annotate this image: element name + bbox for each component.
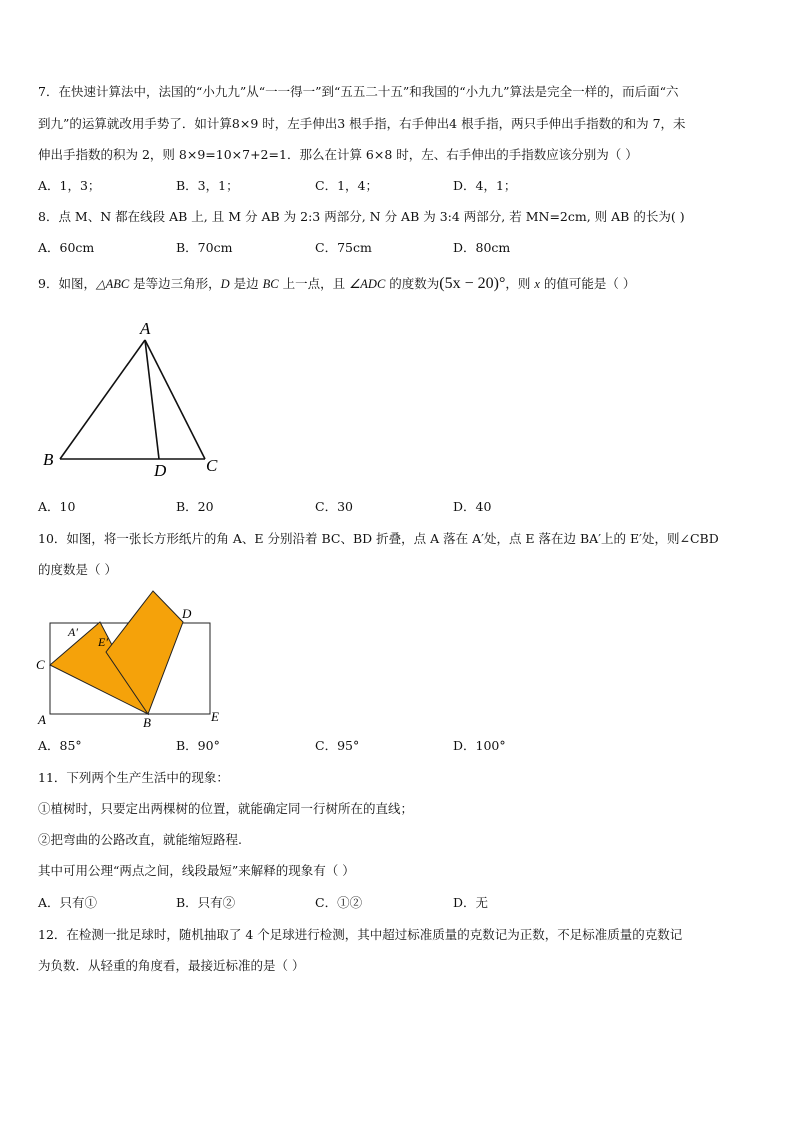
q9-prefix: 9．如图， (38, 276, 96, 291)
q9-text-2: 是边 (229, 276, 263, 291)
q9-option-c: C．30 (315, 499, 353, 514)
q11-option-c: C．①② (315, 895, 363, 910)
q9-triangle-figure (40, 318, 240, 483)
label-b: B (143, 715, 151, 730)
q11-item-1: ①植树时，只要定出两棵树的位置，就能确定同一行树所在的直线； (38, 801, 414, 816)
q8-stem: 8．点 M、N 都在线段 AB 上, 且 M 分 AB 为 2:3 两部分, N 分 AB 为 3:4 两部分, 若 MN=2cm, 则 AB 的长为( ) (38, 209, 685, 224)
q12-stem-line-2: 为负数．从轻重的角度看，最接近标准的是（ ） (38, 958, 305, 973)
q9-variable: x (534, 277, 540, 291)
q9-text-4: 的度数为 (385, 276, 440, 291)
label-c: C (36, 657, 45, 672)
segment-ad (145, 340, 159, 459)
q9-text-1: 是等边三角形， (129, 276, 221, 291)
q10-stem-line-1: 10．如图，将一张长方形纸片的角 A、E 分别沿着 BC、BD 折叠，点 A 落在 A′处，点 E 落在边 BA′上的 E′处，则∠CBD (38, 531, 719, 546)
q11-item-2: ②把弯曲的公路改直，就能缩短路程. (38, 832, 242, 847)
label-d: D (154, 461, 167, 480)
q9-text-6: 的值可能是（ ） (539, 276, 636, 291)
q8-option-c: C．75cm (315, 240, 372, 255)
label-e: E (211, 709, 219, 724)
q9-option-a: A．10 (38, 499, 76, 514)
q7-stem-line-3: 伸出手指数的积为 2，则 8×9=10×7+2=1．那么在计算 6×8 时，左、右手伸出的手指数应该分别为（ ） (38, 147, 638, 162)
q9-text-3: 上一点，且 (278, 276, 350, 291)
q8-option-d: D．80cm (453, 240, 511, 255)
q10-option-a: A．85° (38, 738, 82, 753)
label-a: A (38, 712, 46, 727)
q10-option-d: D．100° (453, 738, 506, 753)
q11-question: 其中可用公理“两点之间，线段最短”来解释的现象有（ ） (38, 863, 355, 878)
label-a: A (140, 319, 151, 338)
q12-stem-line-1: 12．在检测一批足球时，随机抽取了 4 个足球进行检测，其中超过标准质量的克数记为正数，不足标准质量的克数记 (38, 927, 683, 942)
q9-option-b: B．20 (176, 499, 214, 514)
q7-option-b: B．3，1； (176, 178, 239, 193)
q11-stem: 11．下列两个生产生活中的现象： (38, 770, 229, 785)
label-c: C (206, 456, 218, 475)
side-ab (60, 340, 145, 459)
q8-option-a: A．60cm (38, 240, 95, 255)
q7-option-c: C．1，4； (315, 178, 378, 193)
q9-stem (38, 274, 635, 294)
q10-stem-line-2: 的度数是（ ） (38, 562, 117, 577)
q7-stem-line-1: 7．在快速计算法中，法国的“小九九”从“一一得一”到“五五二十五”和我国的“小九九”算法是完全一样的，而后面“六 (38, 84, 679, 99)
q9-angle: ∠ADC (349, 277, 386, 291)
label-a-prime: A′ (68, 625, 78, 639)
q7-option-a: A．1，3； (38, 178, 101, 193)
q10-option-c: C．95° (315, 738, 360, 753)
q7-stem-line-2: 到九”的运算就改用手势了．如计算8×9 时，左手伸出3 根手指，右手伸出4 根手指，两只手伸出手指数的和为 7，未 (38, 116, 686, 131)
q11-option-b: B．只有② (176, 895, 236, 910)
q10-option-b: B．90° (176, 738, 220, 753)
q9-point-d: D (220, 277, 230, 291)
side-ac (145, 340, 205, 459)
q8-option-b: B．70cm (176, 240, 233, 255)
q9-option-d: D．40 (453, 499, 492, 514)
q11-option-d: D．无 (453, 895, 489, 910)
q10-fold-figure (30, 586, 230, 730)
label-b: B (43, 450, 54, 469)
q9-triangle: △ABC (95, 277, 130, 291)
label-e-prime: E′ (98, 635, 108, 649)
q9-text-5: ，则 (505, 276, 535, 291)
q7-option-d: D．4，1； (453, 178, 517, 193)
q9-expression: (5x − 20)° (439, 275, 506, 292)
label-d: D (182, 606, 192, 621)
q9-side-bc: BC (262, 277, 279, 291)
q11-option-a: A．只有① (38, 895, 98, 910)
